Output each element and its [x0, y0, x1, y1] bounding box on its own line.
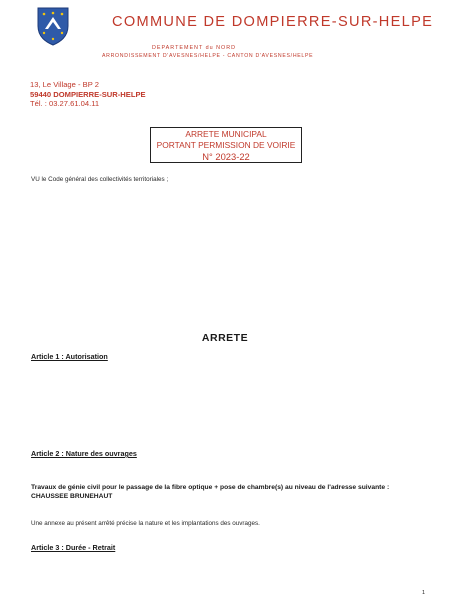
department-line: DEPARTEMENT du NORD — [152, 45, 236, 51]
arrondissement-line: ARRONDISSEMENT D'AVESNES/HELPE - CANTON D'AVESNES/HELPE — [102, 53, 314, 59]
commune-title: COMMUNE DE DOMPIERRE-SUR-HELPE — [112, 14, 434, 30]
arrete-number: N° 2023-22 — [202, 151, 250, 162]
article-3-title: Article 3 : Durée - Retrait — [31, 543, 116, 552]
phone-number: Tél. : 03.27.61.04.11 — [30, 99, 100, 109]
page-number: 1 — [422, 590, 426, 596]
address-line-1: 13, Le Village - BP 2 — [30, 80, 99, 89]
arrete-title-box — [150, 127, 302, 163]
preamble-vu-1: VU le Code général des collectivités territoriales ; — [31, 176, 169, 183]
address-line-2: 59440 DOMPIERRE-SUR-HELPE — [30, 89, 146, 99]
arrete-heading: ARRETE — [201, 332, 249, 344]
title-line-2: PORTANT PERMISSION DE VOIRIE — [156, 140, 296, 150]
mairie-address — [30, 80, 146, 109]
coat-of-arms-icon — [36, 6, 70, 46]
title-line-1: ARRETE MUNICIPAL — [185, 129, 267, 139]
article-2-title: Article 2 : Nature des ouvrages — [31, 449, 137, 458]
article-2-annex: Une annexe au présent arrêté précise la nature et les implantations des ouvrages. — [31, 520, 260, 527]
article-1-title: Article 1 : Autorisation — [31, 352, 108, 361]
article-2-works: Travaux de génie civil pour le passage de la fibre optique + pose de chambre(s) au niveau de l'adresse suivante : CHAUSSEE BRUNEHAUT — [31, 484, 390, 500]
